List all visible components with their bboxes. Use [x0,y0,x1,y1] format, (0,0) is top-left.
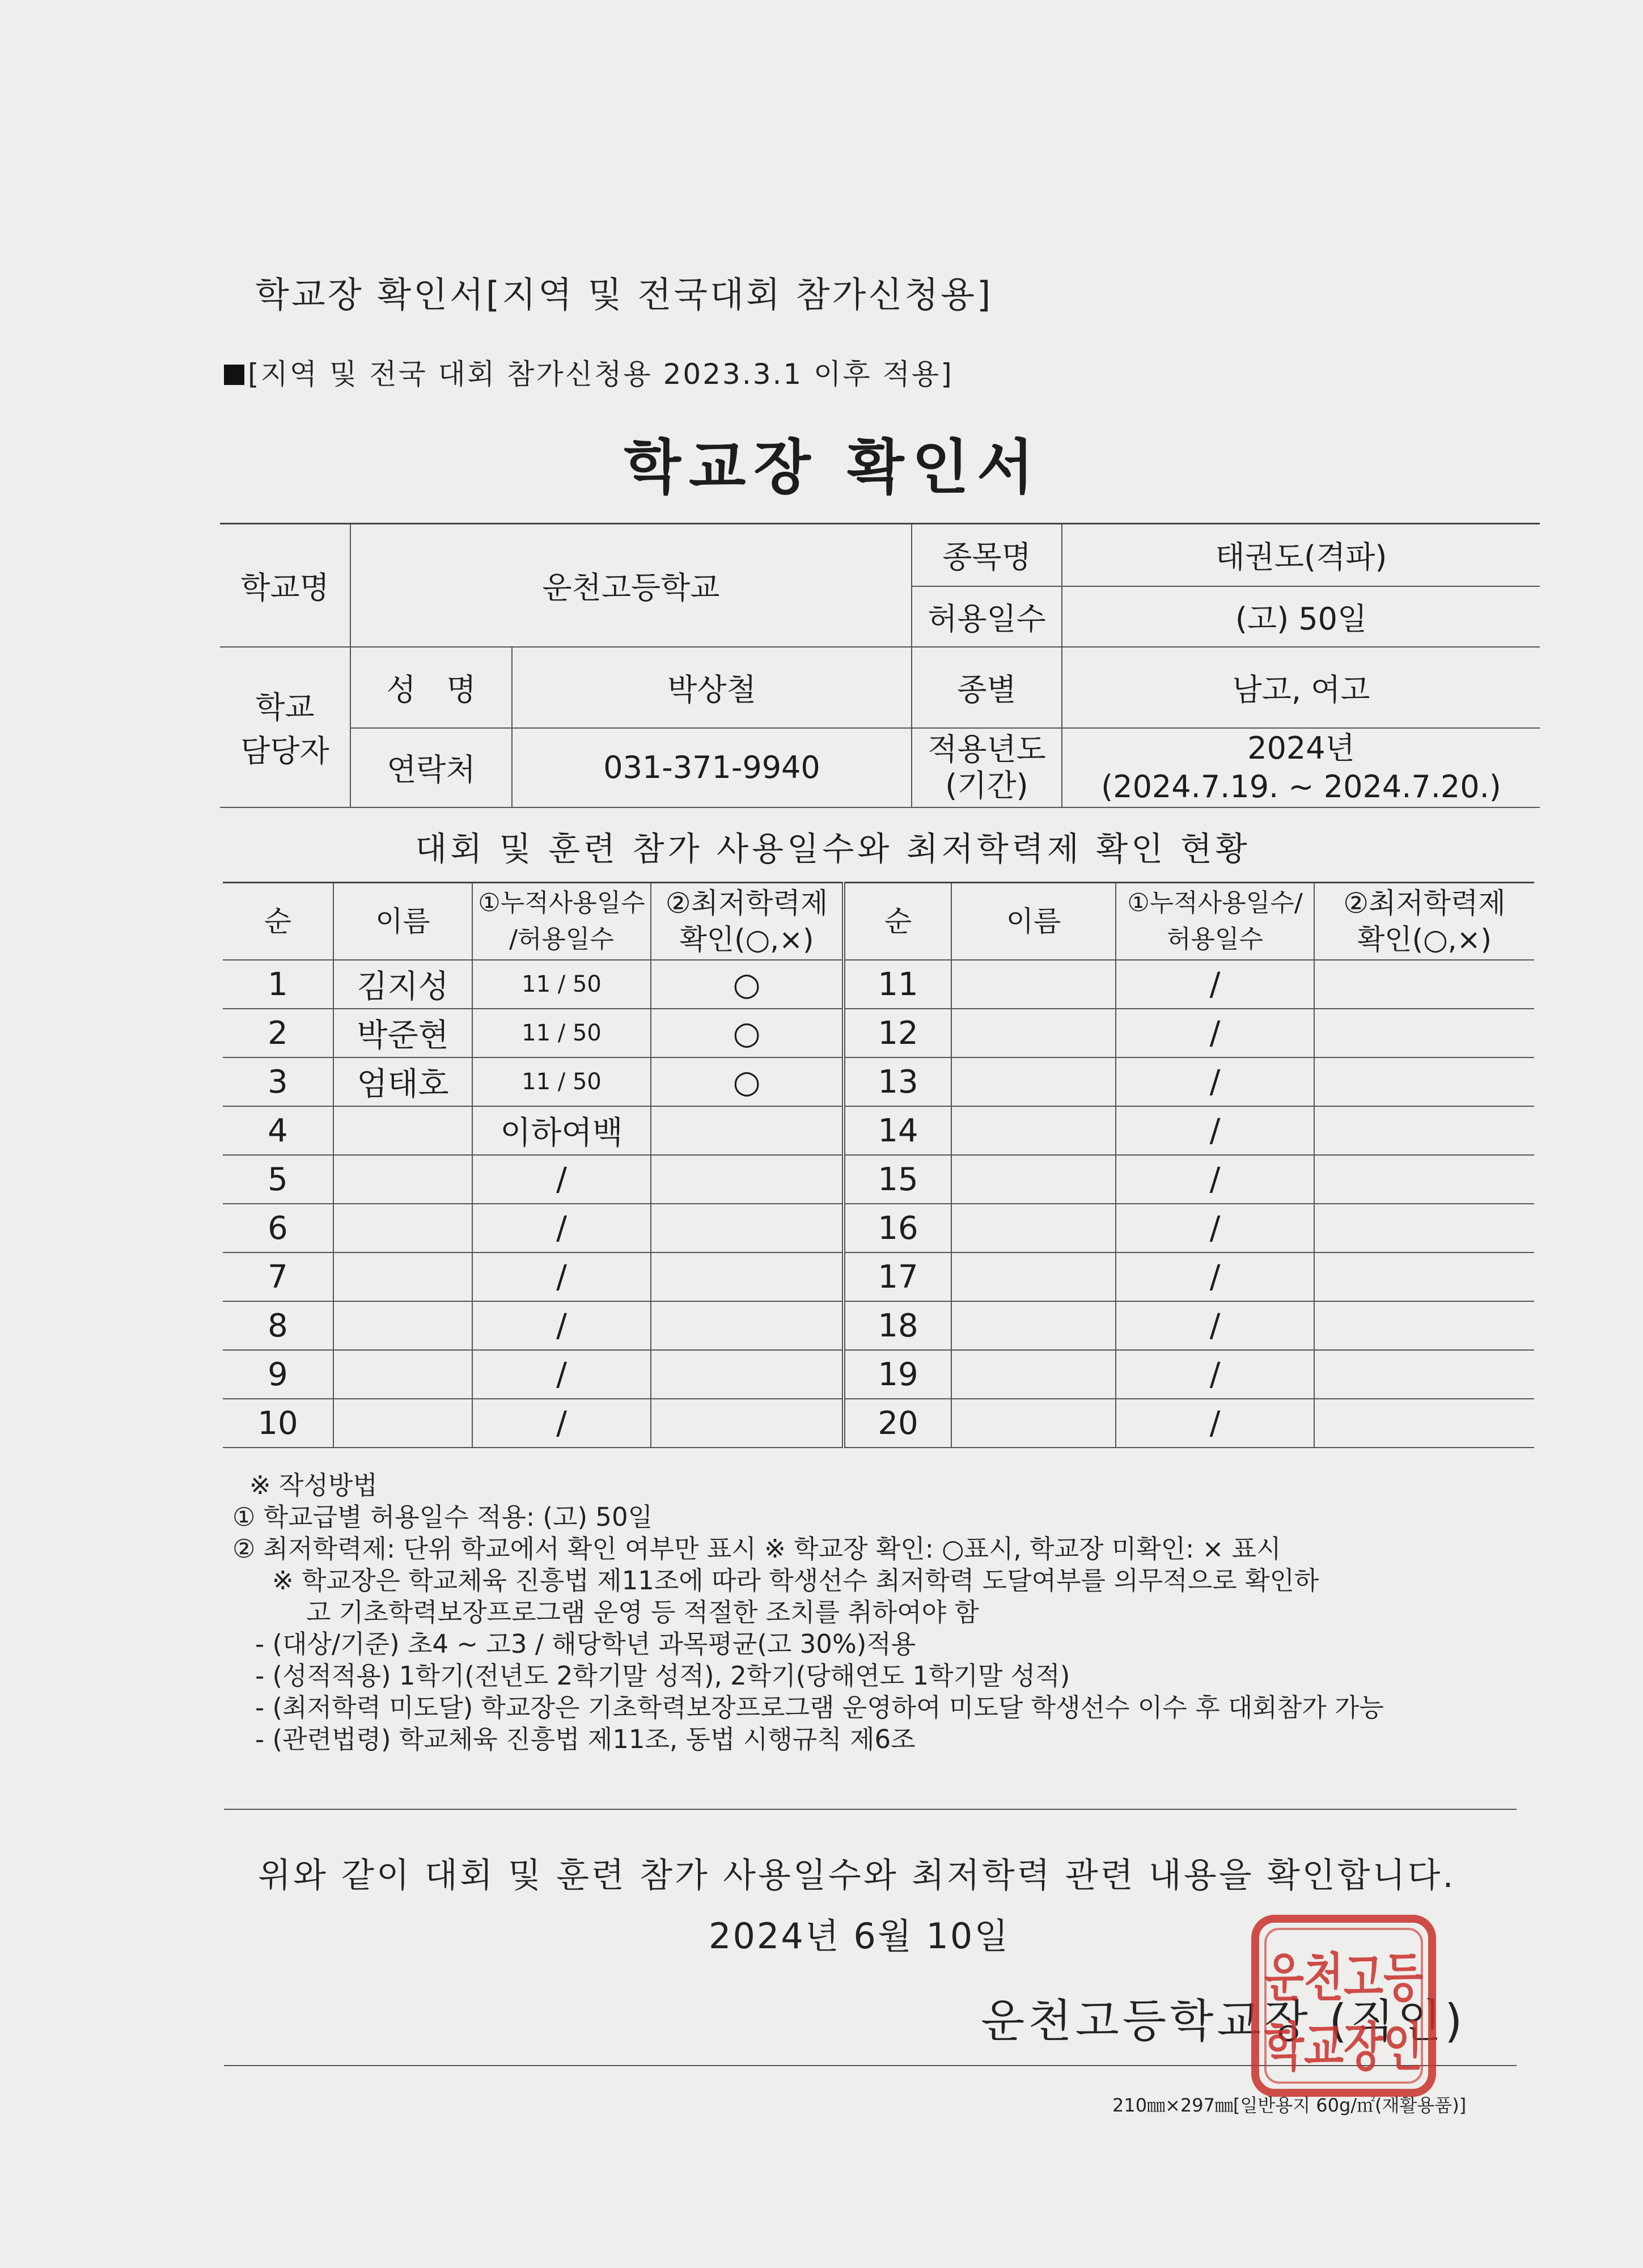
type-label: 종별 [912,647,1062,728]
instruction-law: - (관련법령) 학교체육 진흥법 제11조, 동법 시행규칙 제6조 [255,1724,916,1754]
instruction-2: ② 최저학력제: 단위 학교에서 확인 여부만 표시 ※ 학교장 확인: ○표시, 학교장 미확인: × 표시 [232,1534,1281,1564]
row-num: 9 [223,1350,333,1399]
table-row [223,1399,1534,1448]
seal-text-1: 운천고등 [1264,1948,1424,2008]
row-days-right: / [1116,1253,1314,1301]
row-num-right: 19 [844,1350,951,1399]
row-name: 김지성 [333,960,472,1009]
table-row [223,1057,1534,1106]
instruction-unmet: - (최저학력 미도달) 학교장은 기초학력보장프로그램 운영하여 미도달 학생선수 이수 후 대회참가 가능 [255,1692,1384,1723]
row-check [651,1399,844,1448]
header-check [651,883,844,960]
header-num-right: 순 [844,883,951,960]
row-name-right [951,1253,1116,1301]
header-days-line1: ①누적사용일수 [478,888,645,917]
staff-label-line2: 담당자 [240,733,329,769]
row-num: 1 [223,960,333,1009]
table-row [223,1204,1534,1253]
row-check [651,1204,844,1253]
row-days: / [472,1204,651,1253]
row-name-right [951,1009,1116,1057]
row-name [333,1350,472,1399]
row-name-right [951,1301,1116,1350]
notice-line [224,352,954,392]
contact-value: 031-371-9940 [512,728,912,807]
section-heading: 대회 및 훈련 참가 사용일수와 최저학력제 확인 현황 [415,830,1251,868]
row-check [651,1253,844,1301]
row-days-right: / [1116,1350,1314,1399]
roster-table [223,882,1534,1448]
instruction-note-1: ※ 학교장은 학교체육 진흥법 제11조에 따라 학생선수 최저학력 도달여부를 의무적으로 확인하 [272,1565,1319,1596]
row-check-right [1314,1350,1534,1399]
row-days-right: / [1116,960,1314,1009]
header-days [472,883,651,960]
header-days-line2: /허용일수 [509,925,614,954]
notice-text: [지역 및 전국 대회 참가신청용 2023.3.1 이후 적용] [248,358,954,391]
type-value: 남고, 여고 [1062,647,1540,728]
year-text: 2024년 [1247,730,1355,766]
staff-label [220,647,350,807]
table-row [223,1106,1534,1155]
row-check-right [1314,1057,1534,1106]
row-check-right [1314,1009,1534,1057]
table-row [223,1009,1534,1057]
contact-label: 연락처 [350,728,512,807]
header-check-line2: 확인(○,×) [679,923,814,956]
row-name [333,1253,472,1301]
issue-date: 2024년 6월 10일 [709,1915,1010,1957]
row-check-right [1314,1253,1534,1301]
name-label: 성 명 [350,647,512,728]
row-name [333,1399,472,1448]
event-value: 태권도(격파) [1062,524,1540,586]
row-check [651,1301,844,1350]
row-days: / [472,1301,651,1350]
year-value [1062,728,1540,807]
allowed-days-value: (고) 50일 [1062,586,1540,647]
row-num-right: 14 [844,1106,951,1155]
row-days: 11 / 50 [472,960,651,1009]
row-name-right [951,1106,1116,1155]
row-days-right: / [1116,1399,1314,1448]
year-label [912,728,1062,807]
row-days: / [472,1253,651,1301]
row-days: / [472,1399,651,1448]
row-check: ○ [651,1057,844,1106]
confirmation-statement: 위와 같이 대회 및 훈련 참가 사용일수와 최저학력 관련 내용을 확인합니다. [258,1856,1456,1895]
row-check [651,1350,844,1399]
staff-label-line1: 학교 [255,689,315,725]
school-name-value: 운천고등학교 [350,524,912,647]
row-name [333,1155,472,1204]
row-num: 5 [223,1155,333,1204]
instructions [232,1470,1384,1755]
seal-text-2: 학교장인 [1264,2017,1423,2077]
row-num-right: 18 [844,1301,951,1350]
row-days-right: / [1116,1301,1314,1350]
row-num-right: 13 [844,1057,951,1106]
row-num: 6 [223,1204,333,1253]
row-name-right [951,1350,1116,1399]
table-row [223,1253,1534,1301]
row-days: 11 / 50 [472,1057,651,1106]
row-days-right: / [1116,1204,1314,1253]
header-name-right: 이름 [951,883,1116,960]
row-days-right: / [1116,1106,1314,1155]
row-check [651,1106,844,1155]
row-name [333,1204,472,1253]
header-name: 이름 [333,883,472,960]
row-num-right: 12 [844,1009,951,1057]
instructions-heading: ※ 작성방법 [249,1470,378,1500]
header-check-line1: ②최저학력제 [665,887,828,920]
header-days-right-line2: 허용일수 [1166,925,1263,954]
period-text: (2024.7.19. ~ 2024.7.20.) [1101,768,1501,805]
header-num: 순 [223,883,333,960]
row-days-right: / [1116,1155,1314,1204]
row-num-right: 20 [844,1399,951,1448]
principal-signature-line: 운천고등학교장 (직인) [981,1995,1466,2047]
name-value: 박상철 [512,647,912,728]
row-num: 4 [223,1106,333,1155]
row-check [651,1155,844,1204]
row-num-right: 16 [844,1204,951,1253]
row-check: ○ [651,960,844,1009]
row-days-right: / [1116,1057,1314,1106]
row-check-right [1314,1399,1534,1448]
table-row [223,1155,1534,1204]
row-check-right [1314,1155,1534,1204]
year-label-line2: (기간) [945,767,1028,803]
row-days: 11 / 50 [472,1009,651,1057]
instruction-1: ① 학교급별 허용일수 적용: (고) 50일 [232,1502,653,1532]
row-days: 이하여백 [472,1106,651,1155]
row-name-right [951,1399,1116,1448]
row-check-right [1314,1301,1534,1350]
row-num: 10 [223,1399,333,1448]
row-name-right [951,1204,1116,1253]
school-info-table [220,523,1540,808]
page-title: 학교장 확인서 [624,433,1042,502]
school-name-label: 학교명 [220,524,350,647]
square-bullet-icon [224,365,244,385]
header-check-right-line2: 확인(○,×) [1357,923,1492,956]
row-name-right [951,1057,1116,1106]
header-days-right-line1: ①누적사용일수/ [1127,888,1303,917]
row-check: ○ [651,1009,844,1057]
event-label: 종목명 [912,524,1062,586]
instruction-target: - (대상/기준) 초4 ~ 고3 / 해당학년 과목평균(고 30%)적용 [255,1629,916,1659]
row-name [333,1106,472,1155]
paper-spec-footer: 210㎜×297㎜[일반용지 60g/㎡(재활용품)] [1112,2094,1467,2116]
row-name-right [951,960,1116,1009]
row-days: / [472,1350,651,1399]
instruction-note-2: 고 기초학력보장프로그램 운영 등 적절한 조치를 취하여야 함 [306,1597,979,1627]
row-num-right: 17 [844,1253,951,1301]
row-num: 8 [223,1301,333,1350]
allowed-days-label: 허용일수 [912,586,1062,647]
school-seal-stamp [1247,1911,1440,2101]
header-check-right-line1: ②최저학력제 [1343,887,1506,920]
row-name [333,1301,472,1350]
header-check-right [1314,883,1534,960]
row-days: / [472,1155,651,1204]
row-name: 엄태호 [333,1057,472,1106]
row-num-right: 15 [844,1155,951,1204]
row-check-right [1314,1204,1534,1253]
divider-top [224,1809,1517,1810]
row-num: 3 [223,1057,333,1106]
row-num: 2 [223,1009,333,1057]
row-name-right [951,1155,1116,1204]
header-days-right [1116,883,1314,960]
row-check-right [1314,960,1534,1009]
row-num: 7 [223,1253,333,1301]
row-days-right: / [1116,1009,1314,1057]
table-row [223,1301,1534,1350]
row-check-right [1314,1106,1534,1155]
year-label-line1: 적용년도 [928,731,1046,767]
document-caption: 학교장 확인서[지역 및 전국대회 참가신청용] [255,274,993,315]
instruction-grades: - (성적적용) 1학기(전년도 2학기말 성적), 2학기(당해연도 1학기말 성적) [255,1661,1070,1691]
row-num-right: 11 [844,960,951,1009]
table-row [223,960,1534,1009]
table-row [223,1350,1534,1399]
row-name: 박준현 [333,1009,472,1057]
